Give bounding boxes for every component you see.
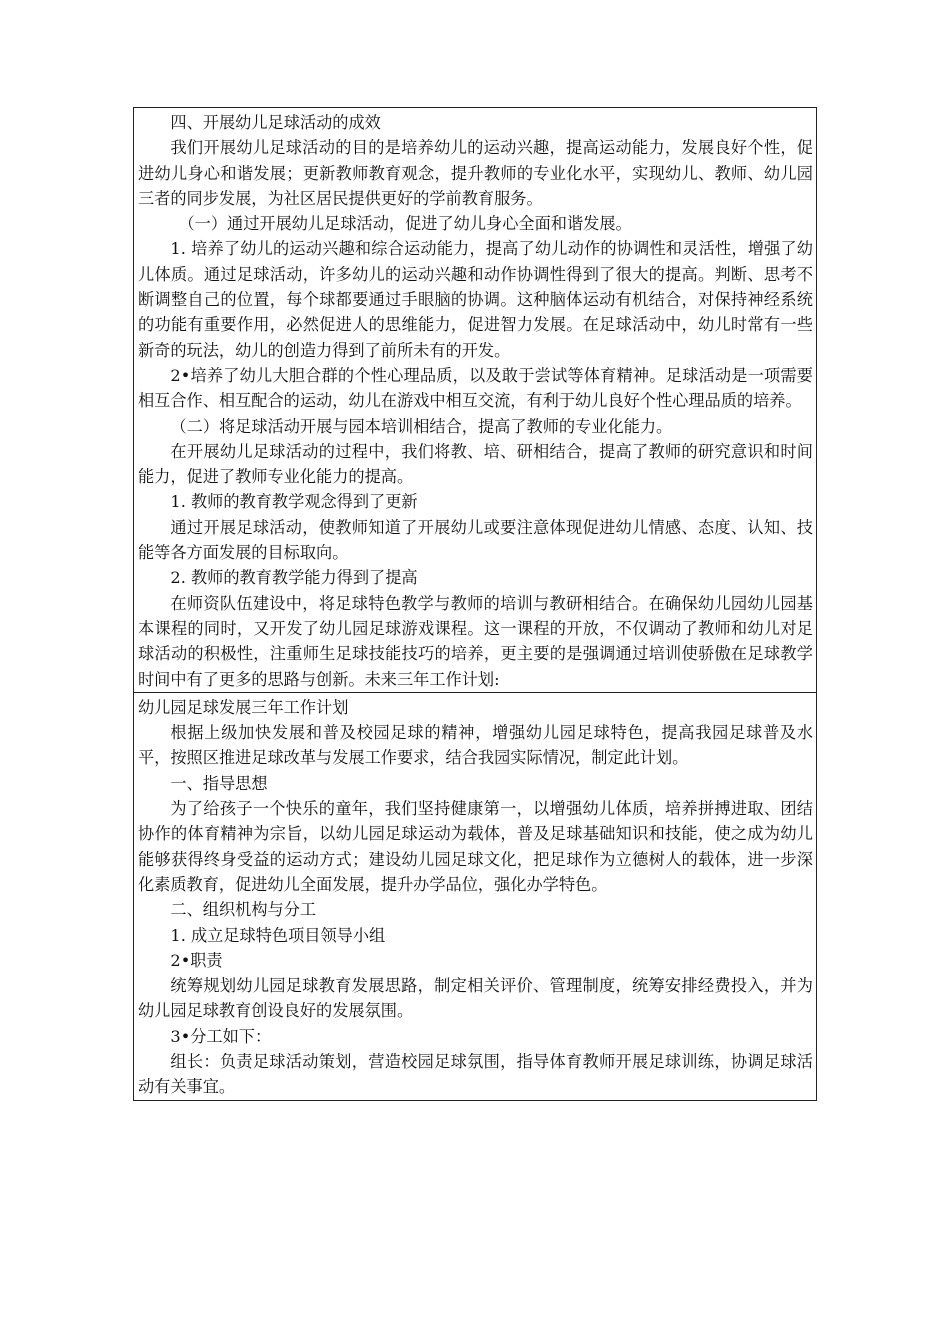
paragraph: 组长：负责足球活动策划，营造校园足球氛围，指导体育教师开展足球训练，协调足球活动有关事宜。: [138, 1051, 813, 1097]
paragraph: 1. 培养了幼儿的运动兴趣和综合运动能力，提高了幼儿动作的协调性和灵活性，增强了幼儿体质。通过足球活动，许多幼儿的运动兴趣和动作协调性得到了很大的提高。判断、思考不断调整自己的位置，每个球都要通过手眼脑的协调。这种脑体运动有机结合，对保持神经系统的功能有重要作用，必然促进人的思维能力，促进智力发展。在足球活动中，幼儿时常有一些新奇的玩法，幼儿的创造力得到了前所未有的开发。: [138, 239, 813, 360]
section-three-year-plan: [134, 692, 816, 1100]
list-item: 3•分工如下：: [170, 1026, 272, 1046]
paragraph: 在师资队伍建设中，将足球特色教学与教师的培训与教研相结合。在确保幼儿园幼儿园基本课程的同时，又开发了幼儿园足球游戏课程。这一课程的开放，不仅调动了教师和幼儿对足球活动的积极性，注重师生足球技能技巧的培养，更主要的是强调通过培训使骄傲在足球教学时间中有了更多的思路与创新。未来三年工作计划:: [138, 593, 813, 689]
subheading: （一）通过开展幼儿足球活动，促进了幼儿身心全面和谐发展。: [178, 214, 632, 234]
paragraph: 通过开展足球活动，使教师知道了开展幼儿或要注意体现促进幼儿情感、态度、认知、技能等各方面发展的目标取向。: [138, 517, 813, 563]
paragraph: 我们开展幼儿足球活动的目的是培养幼儿的运动兴趣，提高运动能力，发展良好个性，促进幼儿身心和谐发展；更新教师教育观念，提升教师的专业化水平，实现幼儿、教师、幼儿园三者的同步发展，为社区居民提供更好的学前教育服务。: [138, 138, 813, 208]
list-item: 1. 成立足球特色项目领导小组: [170, 925, 386, 945]
paragraph: 根据上级加快发展和普及校园足球的精神，增强幼儿园足球特色，提高我园足球普及水平，按照区推进足球改革与发展工作要求，结合我园实际情况，制定此计划。: [138, 723, 813, 768]
paragraph: 在开展幼儿足球活动的过程中，我们将教、培、研相结合，提高了教师的研究意识和时间能力，促进了教师专业化能力的提高。: [138, 441, 813, 487]
list-item: 2•职责: [170, 950, 223, 970]
paragraph: 统筹规划幼儿园足球教育发展思路，制定相关评价、管理制度，统筹安排经费投入，并为幼儿园足球教育创设良好的发展氛围。: [138, 976, 813, 1021]
list-heading: 1. 教师的教育教学观念得到了更新: [170, 492, 418, 512]
heading-achievements: 四、开展幼儿足球活动的成效: [170, 113, 381, 132]
list-heading: 2. 教师的教育教学能力得到了提高: [170, 568, 418, 588]
plan-title: 幼儿园足球发展三年工作计划: [138, 697, 349, 717]
section-achievements: [134, 108, 816, 692]
document-table: [133, 107, 817, 1101]
heading-guiding-ideology: 一、指导思想: [170, 773, 268, 793]
paragraph: 为了给孩子一个快乐的童年，我们坚持健康第一，以增强幼儿体质，培养拼搏进取、团结协作的体育精神为宗旨，以幼儿园足球运动为载体，普及足球基础知识和技能，使之成为幼儿能够获得终身受益的运动方式；建设幼儿园足球文化，把足球作为立德树人的载体，进一步深化素质教育，促进幼儿全面发展，提升办学品位，强化办学特色。: [138, 799, 813, 894]
heading-organization: 二、组织机构与分工: [170, 900, 317, 920]
subheading: （二）将足球活动开展与园本培训相结合，提高了教师的专业化能力。: [170, 416, 673, 436]
paragraph: 2•培养了幼儿大胆合群的个性心理品质，以及敢于尝试等体育精神。足球活动是一项需要相互合作、相互配合的运动，幼儿在游戏中相互交流，有利于幼儿良好个性心理品质的培养。: [138, 365, 813, 411]
